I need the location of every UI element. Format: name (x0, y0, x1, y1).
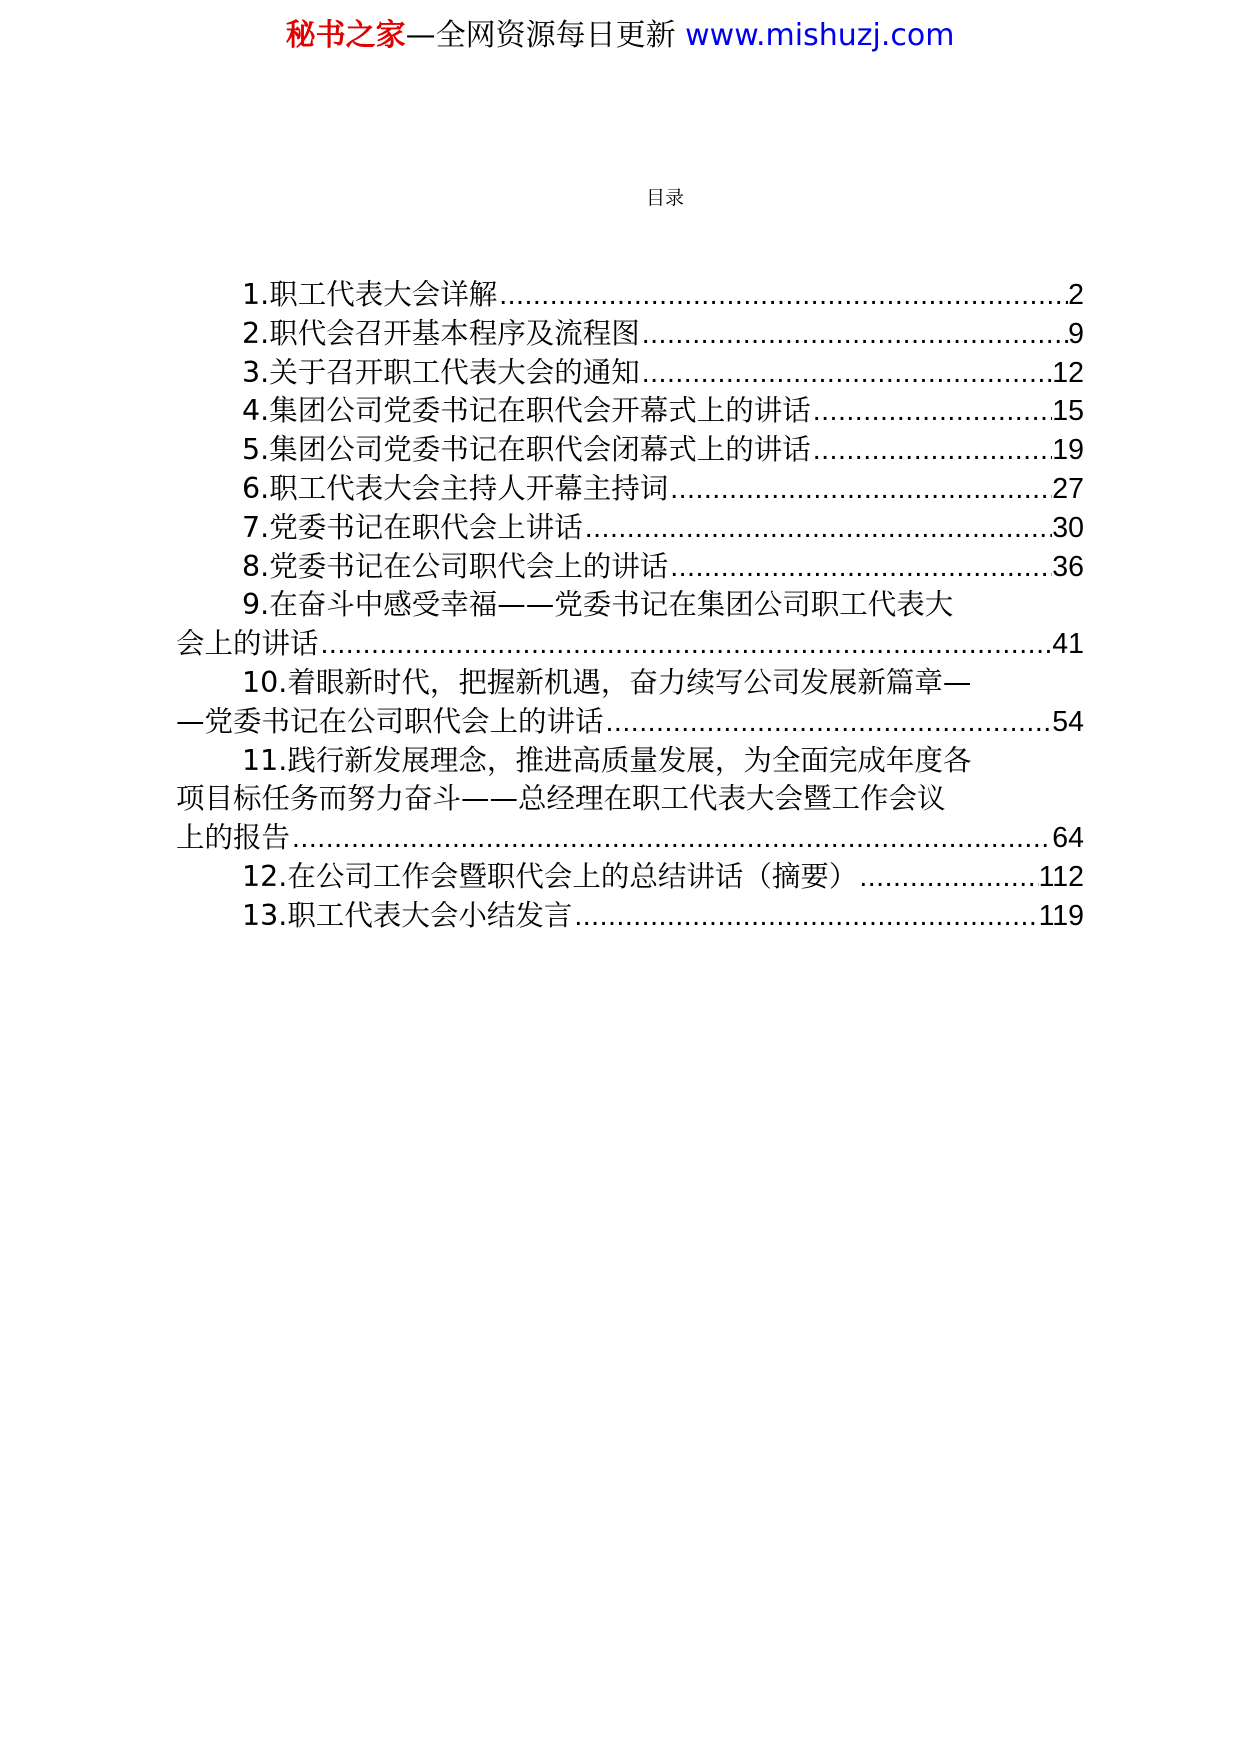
header-slogan: —全网资源每日更新 (405, 18, 686, 53)
toc-page-number: 27 (1052, 472, 1084, 505)
toc-entry[interactable] (176, 509, 1084, 548)
toc-entry-line (176, 431, 1084, 470)
toc-entry-line (176, 470, 1084, 509)
toc-entry-text: 会上的讲话 (176, 627, 319, 661)
table-of-contents (176, 276, 1084, 936)
toc-page-number: 30 (1052, 511, 1084, 544)
toc-entry-text: 9.在奋斗中感受幸福——党委书记在集团公司职工代表大 (242, 588, 954, 622)
brand-name: 秘书之家 (285, 18, 406, 53)
dot-leader (497, 276, 1068, 315)
toc-entry[interactable] (176, 548, 1084, 587)
toc-entry-text: 12.在公司工作会暨职代会上的总结讲话（摘要） (242, 859, 858, 893)
toc-entry-text: 项目标任务而努力奋斗——总经理在职工代表大会暨工作会议 (176, 782, 946, 816)
toc-entry-line (176, 354, 1084, 393)
toc-entry[interactable] (176, 431, 1084, 470)
toc-entry-line (176, 858, 1084, 897)
toc-entry-line (176, 703, 1084, 742)
toc-entry-text: 7.党委书记在职代会上讲话 (242, 510, 583, 544)
dot-leader (604, 703, 1053, 742)
dot-leader (811, 431, 1053, 470)
toc-entry-line (176, 509, 1084, 548)
toc-page-number: 64 (1052, 822, 1084, 855)
toc-entry[interactable] (176, 586, 1084, 664)
toc-entry[interactable] (176, 470, 1084, 509)
toc-entry[interactable] (176, 897, 1084, 936)
site-header (0, 14, 1240, 58)
dot-leader (640, 315, 1068, 354)
toc-entry[interactable] (176, 858, 1084, 897)
dot-leader (319, 625, 1053, 664)
toc-entry[interactable] (176, 315, 1084, 354)
toc-entry-line (176, 897, 1084, 936)
toc-page-number: 2 (1068, 279, 1084, 311)
toc-page-number: 41 (1052, 628, 1084, 661)
toc-page-number: 119 (1038, 899, 1084, 932)
toc-entry-text: 11.践行新发展理念，推进高质量发展，为全面完成年度各 (242, 743, 972, 777)
dot-leader (290, 819, 1052, 858)
toc-page-number: 15 (1052, 395, 1084, 428)
toc-page-number: 54 (1052, 705, 1084, 738)
toc-entry[interactable] (176, 276, 1084, 315)
toc-entry-text: 2.职代会召开基本程序及流程图 (242, 316, 640, 350)
toc-entry-line (176, 625, 1084, 664)
toc-entry-line (176, 276, 1084, 315)
dot-leader (857, 858, 1038, 897)
site-url-link[interactable]: www.mishuzj.com (685, 18, 955, 53)
dot-leader (640, 354, 1053, 393)
toc-entry-line (176, 315, 1084, 354)
toc-page-number: 12 (1052, 356, 1084, 389)
dot-leader (811, 392, 1053, 431)
toc-entry[interactable] (176, 392, 1084, 431)
toc-entry-text: 1.职工代表大会详解 (242, 278, 498, 311)
toc-page-number: 36 (1052, 550, 1084, 583)
toc-entry-text: 6.职工代表大会主持人开幕主持词 (242, 471, 669, 505)
toc-entry-line (176, 819, 1084, 858)
toc-page-number: 19 (1052, 434, 1084, 467)
toc-entry[interactable] (176, 742, 1084, 858)
toc-title: 目录 (645, 187, 684, 209)
toc-entry-text: 4.集团公司党委书记在职代会开幕式上的讲话 (242, 394, 811, 428)
toc-entry-text: 13.职工代表大会小结发言 (242, 898, 573, 932)
toc-entry-text: 5.集团公司党委书记在职代会闭幕式上的讲话 (242, 433, 811, 467)
toc-page-number: 9 (1068, 317, 1084, 350)
dot-leader (583, 509, 1053, 548)
toc-entry-text: 3.关于召开职工代表大会的通知 (242, 355, 640, 389)
toc-entry-text: 8.党委书记在公司职代会上的讲话 (242, 549, 669, 583)
toc-entry-line (176, 548, 1084, 587)
dot-leader (572, 897, 1038, 936)
toc-entry-text: —党委书记在公司职代会上的讲话 (176, 704, 604, 738)
toc-entry-line (176, 392, 1084, 431)
toc-page-number: 112 (1038, 860, 1084, 893)
toc-entry-text: 10.着眼新时代，把握新机遇，奋力续写公司发展新篇章— (242, 665, 972, 699)
dot-leader (668, 470, 1052, 509)
toc-entry[interactable] (176, 664, 1084, 742)
dot-leader (668, 548, 1052, 587)
toc-entry[interactable] (176, 354, 1084, 393)
toc-entry-text: 上的报告 (176, 821, 291, 855)
